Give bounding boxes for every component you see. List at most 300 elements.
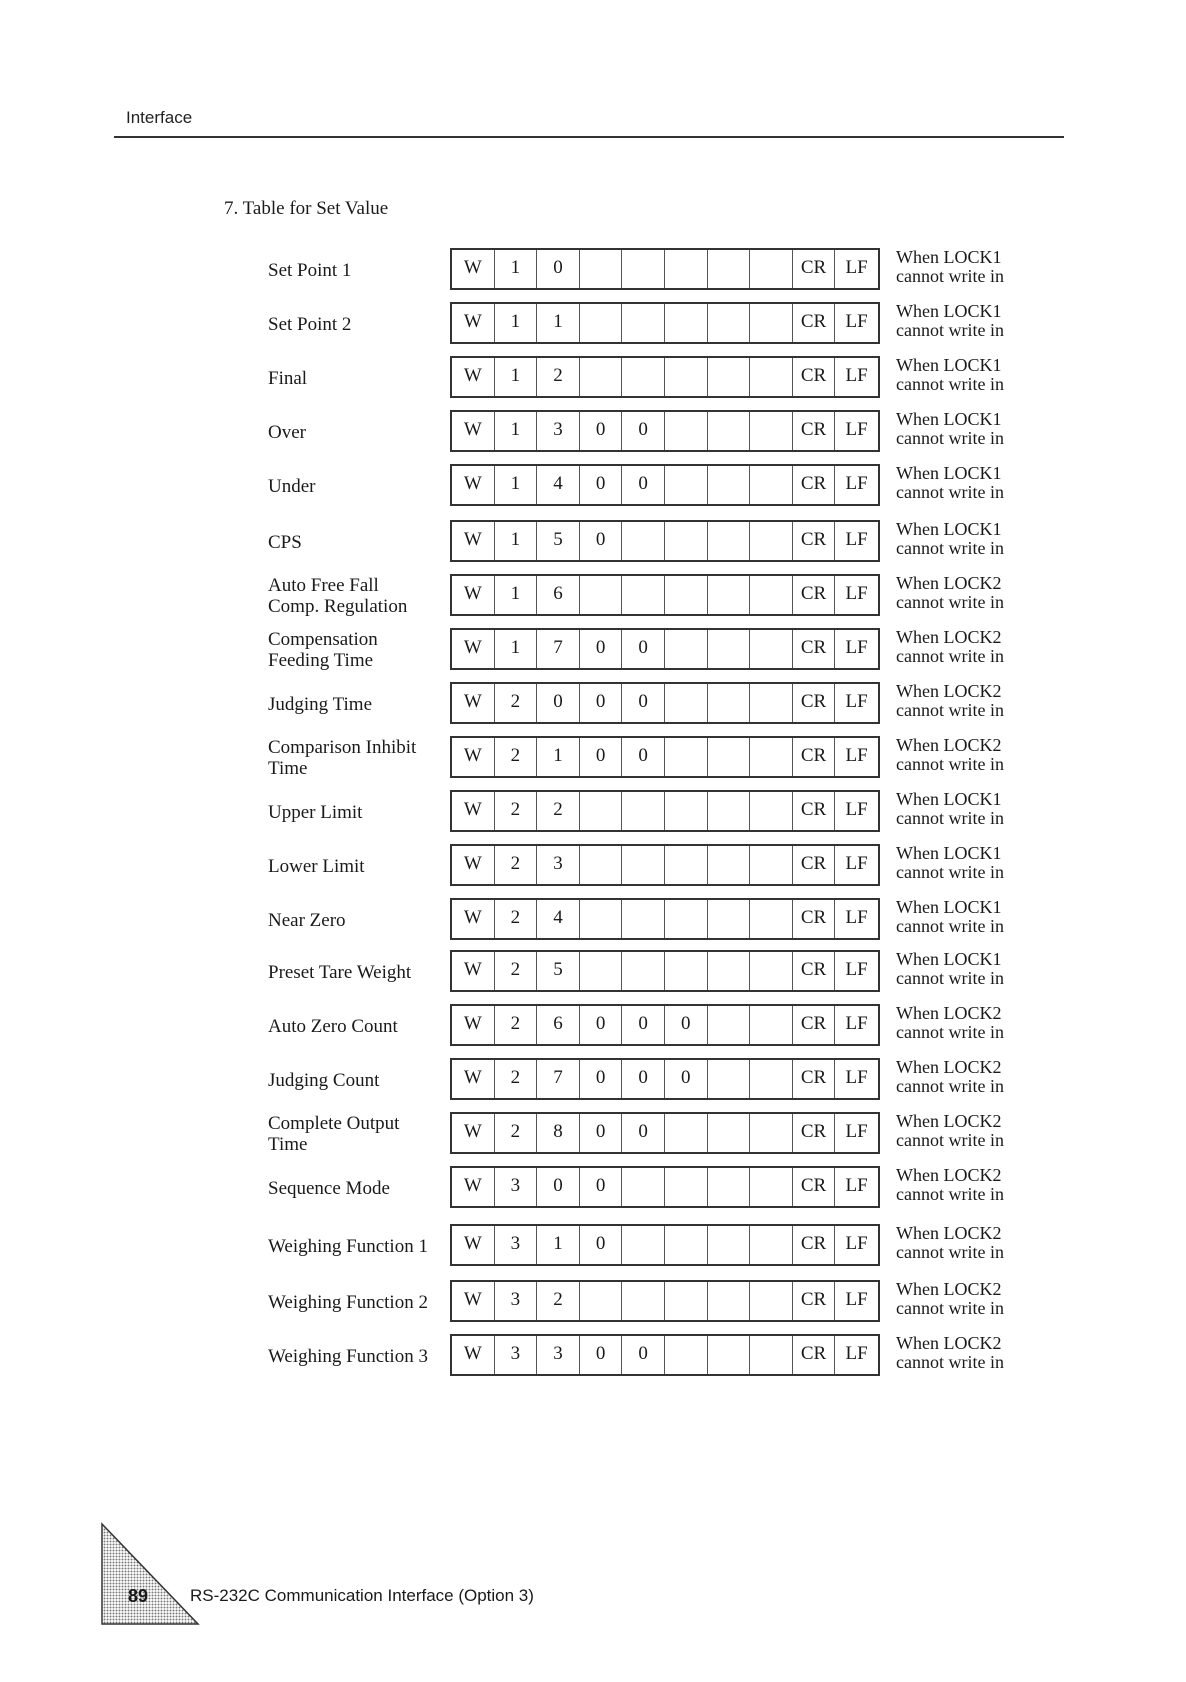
table-row [0, 410, 1186, 454]
lock-note [896, 1280, 1004, 1318]
command-cell [708, 304, 751, 342]
command-cell: 0 [580, 630, 623, 668]
command-cells [450, 1112, 880, 1154]
row-label [268, 790, 448, 834]
row-label [268, 1166, 448, 1210]
command-cell: 2 [495, 846, 538, 884]
command-cell [622, 522, 665, 560]
table-row [0, 1224, 1186, 1268]
lock-note [896, 736, 1004, 774]
row-label [268, 302, 448, 346]
command-cell [708, 1168, 751, 1206]
command-cell: CR [793, 1336, 836, 1374]
lock-note-line: cannot write in [896, 700, 1004, 720]
command-cell: W [452, 412, 495, 450]
row-label-text: Compensation Feeding Time [268, 629, 378, 671]
command-cell [708, 1282, 751, 1320]
command-cell: CR [793, 684, 836, 722]
lock-note-line: When LOCK2 [896, 627, 1002, 647]
row-label [268, 248, 448, 292]
command-cell: 3 [495, 1168, 538, 1206]
table-row [0, 1112, 1186, 1156]
command-cell: CR [793, 1226, 836, 1264]
page-header-title: Interface [126, 108, 193, 127]
command-cell: 1 [495, 358, 538, 396]
command-cell [622, 576, 665, 614]
command-cell: 3 [537, 846, 580, 884]
row-label [268, 1334, 448, 1378]
table-row [0, 736, 1186, 780]
command-cell: 6 [537, 576, 580, 614]
command-cell: CR [793, 1168, 836, 1206]
command-cell: LF [845, 583, 868, 604]
row-label [268, 1004, 448, 1048]
command-cell [750, 250, 793, 288]
command-cells [450, 1004, 880, 1046]
lock-note-line: cannot write in [896, 374, 1004, 394]
command-cell: LF [845, 473, 868, 494]
command-cell [750, 738, 793, 776]
table-row [0, 682, 1186, 726]
command-cell [750, 412, 793, 450]
row-label [268, 410, 448, 454]
command-cell [750, 952, 793, 990]
table-row [0, 574, 1186, 618]
command-cell: LF [845, 637, 868, 658]
command-cell: LF [845, 529, 868, 550]
footer-title: RS-232C Communication Interface (Option 3) [190, 1586, 534, 1605]
command-cell: CR [793, 792, 836, 830]
command-cell: 0 [580, 1006, 623, 1044]
lock-note [896, 356, 1004, 394]
row-label-text: Upper Limit [268, 801, 363, 823]
command-cell: CR [793, 900, 836, 938]
lock-note-line: When LOCK2 [896, 1057, 1002, 1077]
command-cell [580, 250, 623, 288]
lock-note [896, 1112, 1004, 1150]
command-cells [450, 844, 880, 886]
command-cell [580, 304, 623, 342]
lock-note-line: cannot write in [896, 646, 1004, 666]
command-cell [665, 846, 708, 884]
row-label-text: Judging Time [268, 693, 373, 715]
command-cell: W [452, 900, 495, 938]
command-cell [708, 1006, 751, 1044]
command-cell: 1 [495, 250, 538, 288]
command-cell: LF [845, 419, 868, 440]
command-cell: 1 [495, 576, 538, 614]
lock-note [896, 248, 1004, 286]
command-cell [750, 792, 793, 830]
lock-note-line: cannot write in [896, 592, 1004, 612]
command-cells [450, 682, 880, 724]
command-cell: W [452, 738, 495, 776]
command-cell: 0 [622, 1006, 665, 1044]
command-cell [708, 846, 751, 884]
row-label-text: Near Zero [268, 909, 346, 931]
command-cell: CR [793, 1114, 836, 1152]
command-cell: 2 [537, 1282, 580, 1320]
command-cell [708, 522, 751, 560]
command-cell: CR [793, 522, 836, 560]
row-label [268, 1112, 448, 1156]
command-cells [450, 574, 880, 616]
command-cell: 0 [580, 684, 623, 722]
lock-note-line: When LOCK2 [896, 681, 1002, 701]
row-label-text: Judging Count [268, 1069, 380, 1091]
command-cell: CR [793, 630, 836, 668]
command-cell: 3 [537, 1336, 580, 1374]
command-cell: 0 [537, 1168, 580, 1206]
lock-note [896, 628, 1004, 666]
table-row [0, 464, 1186, 508]
command-cell: 5 [537, 952, 580, 990]
command-cell: 1 [495, 304, 538, 342]
lock-note-line: When LOCK2 [896, 1111, 1002, 1131]
command-cell: 0 [622, 1336, 665, 1374]
command-cell [580, 358, 623, 396]
lock-note-line: When LOCK2 [896, 1165, 1002, 1185]
row-label-text: Lower Limit [268, 855, 365, 877]
command-cell: LF [845, 1121, 868, 1142]
command-cell: LF [845, 853, 868, 874]
command-cells [450, 302, 880, 344]
lock-note-line: When LOCK1 [896, 355, 1002, 375]
command-cells [450, 1280, 880, 1322]
command-cells [450, 628, 880, 670]
row-label [268, 950, 448, 994]
command-cells [450, 1334, 880, 1376]
command-cell [708, 412, 751, 450]
lock-note-line: When LOCK2 [896, 1003, 1002, 1023]
lock-note-line: cannot write in [896, 862, 1004, 882]
command-cell: LF [845, 311, 868, 332]
lock-note [896, 844, 1004, 882]
command-cell [750, 684, 793, 722]
command-cell [622, 358, 665, 396]
table-row [0, 1280, 1186, 1324]
command-cell: 3 [495, 1226, 538, 1264]
command-cell: CR [793, 952, 836, 990]
command-cell [750, 846, 793, 884]
command-cell: CR [793, 250, 836, 288]
command-cells [450, 1058, 880, 1100]
page-number: 89 [128, 1586, 149, 1606]
command-cell: 0 [580, 412, 623, 450]
command-cell: CR [793, 738, 836, 776]
command-cell: 0 [622, 412, 665, 450]
command-cell: 0 [580, 522, 623, 560]
table-row [0, 790, 1186, 834]
lock-note [896, 1004, 1004, 1042]
command-cells [450, 950, 880, 992]
table-row [0, 1166, 1186, 1210]
command-cell: W [452, 684, 495, 722]
command-cell: W [452, 1336, 495, 1374]
command-cell [665, 250, 708, 288]
command-cell: W [452, 576, 495, 614]
table-row [0, 898, 1186, 942]
command-cell [665, 1114, 708, 1152]
command-cell [580, 576, 623, 614]
lock-note-line: When LOCK1 [896, 897, 1002, 917]
command-cell [665, 1226, 708, 1264]
command-cell: 1 [537, 738, 580, 776]
command-cell [665, 304, 708, 342]
command-cell: CR [793, 1282, 836, 1320]
command-cell [665, 412, 708, 450]
command-cell [750, 358, 793, 396]
command-cell: 0 [622, 630, 665, 668]
lock-note-line: cannot write in [896, 1298, 1004, 1318]
command-cell: W [452, 304, 495, 342]
command-cell: 2 [495, 900, 538, 938]
lock-note [896, 898, 1004, 936]
command-cell: 2 [495, 738, 538, 776]
command-cell [622, 792, 665, 830]
command-cell: 0 [580, 1060, 623, 1098]
command-cell [750, 576, 793, 614]
command-cell [708, 576, 751, 614]
command-cell: LF [845, 1067, 868, 1088]
lock-note-line: cannot write in [896, 1184, 1004, 1204]
command-cell [665, 792, 708, 830]
section-title: 7. Table for Set Value [224, 198, 389, 219]
row-label-text: Auto Zero Count [268, 1015, 398, 1037]
lock-note [896, 682, 1004, 720]
command-cell [622, 304, 665, 342]
row-label-text: Weighing Function 2 [268, 1291, 428, 1313]
lock-note-line: cannot write in [896, 1076, 1004, 1096]
command-cell: W [452, 630, 495, 668]
command-cell [665, 630, 708, 668]
command-cell: 2 [537, 792, 580, 830]
command-cell [750, 1006, 793, 1044]
lock-note-line: cannot write in [896, 1242, 1004, 1262]
command-cell: 0 [580, 1226, 623, 1264]
command-cells [450, 410, 880, 452]
lock-note-line: cannot write in [896, 968, 1004, 988]
command-cell [708, 466, 751, 504]
command-cell [580, 792, 623, 830]
row-label-text: Auto Free Fall Comp. Regulation [268, 575, 408, 617]
command-cell [622, 900, 665, 938]
command-cells [450, 464, 880, 506]
command-cell [708, 684, 751, 722]
lock-note-line: cannot write in [896, 1130, 1004, 1150]
table-row [0, 1004, 1186, 1048]
table-row [0, 628, 1186, 672]
command-cell: 2 [495, 792, 538, 830]
row-label-text: CPS [268, 531, 302, 553]
command-cell: 8 [537, 1114, 580, 1152]
command-cell: LF [845, 799, 868, 820]
command-cell: LF [845, 1175, 868, 1196]
command-cell: CR [793, 1060, 836, 1098]
lock-note-line: When LOCK1 [896, 301, 1002, 321]
command-cell: W [452, 250, 495, 288]
row-label-text: Set Point 2 [268, 313, 352, 335]
lock-note-line: When LOCK2 [896, 735, 1002, 755]
command-cell [750, 1282, 793, 1320]
lock-note [896, 410, 1004, 448]
lock-note-line: When LOCK1 [896, 789, 1002, 809]
command-cell: W [452, 1060, 495, 1098]
lock-note-line: When LOCK1 [896, 519, 1002, 539]
page-corner-triangle-icon [100, 1522, 200, 1626]
command-cell: 0 [622, 1060, 665, 1098]
lock-note [896, 1058, 1004, 1096]
command-cell [708, 738, 751, 776]
command-cell [750, 1336, 793, 1374]
row-label [268, 844, 448, 888]
command-cell [750, 630, 793, 668]
command-cell: 0 [622, 684, 665, 722]
command-cell: W [452, 1114, 495, 1152]
command-cell: 4 [537, 466, 580, 504]
command-cell: 1 [537, 304, 580, 342]
command-cell: 2 [495, 952, 538, 990]
command-cell: CR [793, 576, 836, 614]
command-cell: 0 [580, 738, 623, 776]
command-cell [665, 466, 708, 504]
table-row [0, 950, 1186, 994]
command-cell [580, 1282, 623, 1320]
command-cell: W [452, 952, 495, 990]
lock-note-line: cannot write in [896, 916, 1004, 936]
row-label-text: Comparison Inhibit Time [268, 737, 417, 779]
row-label-text: Over [268, 421, 306, 443]
command-cells [450, 1224, 880, 1266]
command-cell [622, 1168, 665, 1206]
command-cell: 4 [537, 900, 580, 938]
command-cell: 3 [495, 1336, 538, 1374]
lock-note-line: When LOCK1 [896, 949, 1002, 969]
row-label [268, 736, 448, 780]
lock-note [896, 1224, 1004, 1262]
command-cell: 1 [537, 1226, 580, 1264]
row-label [268, 682, 448, 726]
row-label [268, 898, 448, 942]
command-cell: LF [845, 1343, 868, 1364]
row-label-text: Set Point 1 [268, 259, 352, 281]
command-cell [750, 1114, 793, 1152]
command-cell [708, 952, 751, 990]
command-cell: 0 [580, 1168, 623, 1206]
command-cell: 3 [495, 1282, 538, 1320]
command-cell [665, 900, 708, 938]
command-cell: 2 [495, 1114, 538, 1152]
command-cell: 0 [537, 250, 580, 288]
command-cell [708, 792, 751, 830]
command-cells [450, 248, 880, 290]
command-cell [708, 1336, 751, 1374]
command-cell [665, 1336, 708, 1374]
command-cell [750, 900, 793, 938]
command-cell [622, 1282, 665, 1320]
lock-note-line: When LOCK2 [896, 1223, 1002, 1243]
command-cell: W [452, 792, 495, 830]
command-cell: W [452, 1006, 495, 1044]
table-row [0, 844, 1186, 888]
command-cell: 0 [580, 466, 623, 504]
lock-note-line: cannot write in [896, 538, 1004, 558]
command-cell [750, 466, 793, 504]
command-cell: 0 [580, 1114, 623, 1152]
command-cell: 0 [665, 1006, 708, 1044]
command-cell: LF [845, 365, 868, 386]
command-cell: LF [845, 1013, 868, 1034]
command-cell [708, 250, 751, 288]
row-label-text: Weighing Function 1 [268, 1235, 428, 1257]
command-cell [665, 522, 708, 560]
command-cell: 2 [495, 684, 538, 722]
row-label-text: Under [268, 475, 316, 497]
command-cell: 6 [537, 1006, 580, 1044]
lock-note-line: When LOCK1 [896, 409, 1002, 429]
lock-note [896, 302, 1004, 340]
command-cell [665, 952, 708, 990]
command-cell: 3 [537, 412, 580, 450]
command-cell [580, 846, 623, 884]
table-row [0, 248, 1186, 292]
command-cell [750, 1168, 793, 1206]
command-cell [750, 1060, 793, 1098]
lock-note-line: When LOCK2 [896, 573, 1002, 593]
row-label [268, 356, 448, 400]
command-cell [665, 576, 708, 614]
lock-note [896, 790, 1004, 828]
row-label [268, 1224, 448, 1268]
command-cell: W [452, 358, 495, 396]
command-cell [708, 1114, 751, 1152]
lock-note-line: cannot write in [896, 1352, 1004, 1372]
lock-note-line: cannot write in [896, 482, 1004, 502]
command-cell: LF [845, 691, 868, 712]
command-cell: 1 [495, 466, 538, 504]
table-row [0, 302, 1186, 346]
command-cell: 0 [580, 1336, 623, 1374]
command-cell [708, 900, 751, 938]
lock-note-line: cannot write in [896, 754, 1004, 774]
command-cell: W [452, 1226, 495, 1264]
command-cell [622, 1226, 665, 1264]
command-cell: 0 [622, 738, 665, 776]
command-cell [665, 1168, 708, 1206]
command-cell [750, 1226, 793, 1264]
command-cells [450, 1166, 880, 1208]
command-cell [708, 630, 751, 668]
command-cell: LF [845, 745, 868, 766]
command-cells [450, 520, 880, 562]
command-cell: 0 [537, 684, 580, 722]
command-cell [750, 304, 793, 342]
command-cell [708, 358, 751, 396]
command-cell: CR [793, 304, 836, 342]
lock-note [896, 574, 1004, 612]
command-cell [622, 952, 665, 990]
command-cell [622, 250, 665, 288]
lock-note-line: When LOCK1 [896, 843, 1002, 863]
row-label-text: Complete Output Time [268, 1113, 400, 1155]
command-cell [622, 846, 665, 884]
table-row [0, 1334, 1186, 1378]
row-label [268, 1280, 448, 1324]
command-cell: 0 [622, 1114, 665, 1152]
table-row [0, 1058, 1186, 1102]
command-cell: 2 [537, 358, 580, 396]
command-cell [708, 1060, 751, 1098]
